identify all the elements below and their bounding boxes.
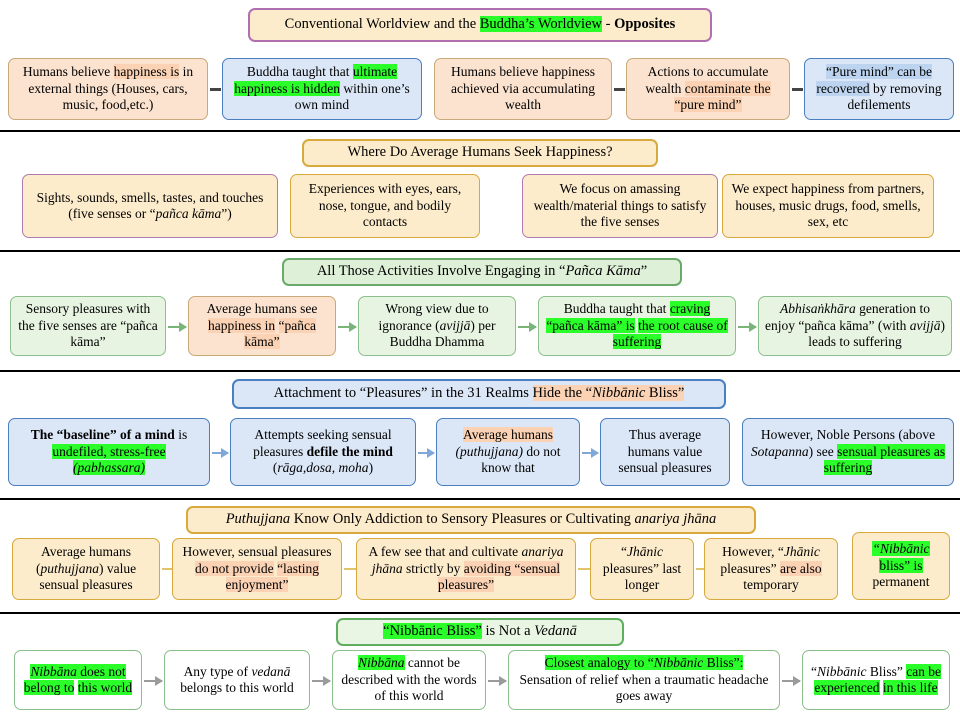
arrow-head: [179, 322, 187, 332]
s3-arrow-4: [738, 326, 756, 328]
t3: ): [368, 460, 374, 476]
t-b: Bliss”:: [703, 655, 744, 671]
s2-box-4: [722, 174, 934, 238]
t: Actions to accumulate wealth: [645, 64, 769, 96]
section-3-title-text: [317, 263, 647, 281]
s1-box-5-text: [811, 64, 947, 113]
s6-box-1-text: [21, 664, 135, 697]
s2-box-3-text: We focus on amassing wealth/material things to satisfy the five senses: [533, 181, 707, 230]
t: do not know that: [481, 443, 561, 476]
t: Average humans see: [206, 301, 318, 317]
t-hl2: happiness is hidden: [234, 80, 340, 96]
s5-box-1: [12, 538, 160, 600]
s6-box-3: [332, 650, 486, 710]
t-hl2: in this life: [882, 680, 938, 695]
t: permanent: [872, 574, 930, 590]
s6-box-4-text: [515, 655, 773, 704]
t-hl: not belong to: [23, 663, 126, 695]
s6-arrow-4: [782, 680, 800, 682]
t: “: [621, 544, 627, 560]
s5-box-6-text: [859, 541, 943, 590]
t2: ) value sensual pleasures: [39, 560, 137, 593]
t: Humans believe: [22, 64, 114, 80]
section-5-title: [186, 506, 756, 534]
t-i: (puthujjana): [455, 443, 523, 459]
s3-box-2: [188, 296, 336, 356]
arrow-head: [427, 448, 435, 458]
t-i: Nibbānic: [816, 663, 867, 679]
s6-box-2: [164, 650, 310, 710]
t-i: Jhānic: [627, 544, 663, 560]
s3-box-5: [758, 296, 952, 356]
s6-box-5-text: [809, 664, 943, 697]
t2: (: [272, 460, 278, 476]
divider-3: [0, 370, 960, 372]
s3-arrow-3: [518, 326, 536, 328]
s1-box-3-text: Humans believe happiness achieved via accumulating wealth: [451, 64, 595, 113]
t2: within one’s own mind: [294, 80, 410, 113]
t2: Bliss”: [866, 663, 907, 679]
s4-box-2: [230, 418, 416, 486]
section-6-title: [336, 618, 624, 646]
section-5-title-text: [226, 511, 717, 529]
s1-box-5: [804, 58, 954, 120]
s6-arrow-1: [144, 680, 162, 682]
t-i2: avijjā: [909, 317, 941, 333]
t2: strictly by: [402, 560, 464, 576]
s5-box-5-text: [711, 544, 831, 593]
t: Wrong view due to ignorance (: [378, 301, 489, 333]
t-hl1: undefiled, stress-free: [52, 443, 166, 459]
t-i1: Abhisaṅkhāra: [780, 301, 856, 317]
t-i: Pañca Kāma: [565, 263, 641, 280]
t2: pleasures” last longer: [602, 560, 682, 593]
s4-box-1-text: [15, 427, 203, 476]
s3-box-4-text: [545, 301, 729, 350]
section-3-title: [282, 258, 682, 286]
t-hl: are also: [780, 560, 822, 576]
t: Average humans (: [35, 544, 132, 576]
t-i: anariya jhāna: [371, 544, 564, 576]
t-c: Sensation of relief when a traumatic headache goes away: [519, 671, 769, 704]
t-hl: Average humans: [462, 427, 554, 443]
section-4-title: [232, 379, 726, 409]
t2: in external things (Houses, cars, music, food,etc.): [28, 64, 194, 113]
s4-box-4: [600, 418, 730, 486]
t-i: “Nibbānic: [872, 541, 930, 557]
s6-arrow-3: [488, 680, 506, 682]
s5-box-1-text: [19, 544, 153, 593]
t-i: puthujjana: [40, 560, 99, 576]
t-i: Vedanā: [534, 623, 577, 640]
section-1-title-text: [285, 16, 676, 34]
t: Buddha taught that: [563, 301, 670, 317]
s6-box-4: [508, 650, 780, 710]
s1-box-2: [222, 58, 422, 120]
s4-box-5: [742, 418, 954, 486]
title-pre: Conventional Worldview: [284, 16, 431, 33]
arrow-line: [578, 568, 590, 570]
t2: ”): [221, 206, 232, 221]
t-hl2: recovered: [816, 80, 870, 96]
s4-box-4-text: Thus average humans value sensual pleasures: [618, 427, 712, 476]
s5-box-4-text: [597, 544, 687, 593]
t3: temporary: [743, 577, 799, 593]
s5-box-4: [590, 538, 694, 600]
s4-box-3: [436, 418, 580, 486]
t-hl-b: Bliss”: [645, 385, 685, 402]
s1-connector-3: [792, 88, 803, 91]
title-bold: Opposites: [614, 16, 676, 33]
arrow-line: [344, 568, 356, 570]
t: generation to enjoy “pañca kāma” (with: [765, 301, 930, 333]
t-hl2: this world: [77, 680, 133, 695]
arrow-head: [221, 448, 229, 458]
title-highlight: Buddha’s Worldview: [479, 16, 602, 33]
s5-box-3-text: [363, 544, 569, 593]
t-i2: anariya jhāna: [634, 511, 717, 528]
t: does: [76, 663, 109, 679]
divider-2: [0, 250, 960, 252]
t-i: rāga,dosa, moha: [277, 460, 369, 476]
t-hl: Nibbāna: [358, 655, 405, 671]
t-hl: happiness is: [113, 64, 180, 80]
t-hl: do not provide: [194, 560, 274, 576]
t-hl: “Nibbānic Bliss”: [383, 623, 482, 640]
s3-box-1: [10, 296, 166, 356]
t-hl: [533, 385, 685, 401]
section-6-title-text: [383, 623, 577, 641]
t: is Not a: [481, 623, 535, 640]
s5-box-2-text: [179, 544, 335, 593]
t-hl1: craving “pañca kāma” is: [546, 301, 711, 333]
title-post: -: [601, 16, 615, 33]
arrow-head: [349, 322, 357, 332]
t: Attempts seeking sensual pleasures: [253, 427, 392, 459]
s2-box-4-text: We expect happiness from partners, houses, music drugs, food, smells, sex, etc: [731, 181, 925, 230]
t2: ”: [640, 263, 648, 280]
t-i: Jhānic: [783, 544, 820, 560]
t-hl: sensual pleasures as suffering: [823, 443, 946, 476]
s3-box-3-text: [365, 301, 509, 350]
t-hl-i: Nibbānic: [592, 385, 646, 402]
t-a: Closest analogy to “: [544, 655, 654, 671]
t: However, Noble Persons (above: [760, 427, 936, 443]
t-i: avijjā: [439, 317, 471, 333]
title-and: and the: [430, 16, 480, 33]
s1-box-4: [626, 58, 790, 120]
s5-box-2: [172, 538, 342, 600]
s6-arrow-2: [312, 680, 330, 682]
section-2-title: [302, 139, 658, 167]
s2-box-2: [290, 174, 480, 238]
t: Any type of: [183, 663, 252, 679]
s4-box-2-text: [237, 427, 409, 476]
t: Sights, sounds, smells, tastes, and touches (five senses or “: [36, 189, 264, 221]
t-i: Nibbānic: [653, 655, 704, 671]
t: All Those Activities Involve Engaging in “: [316, 263, 566, 280]
t2: belongs to this world: [180, 680, 294, 695]
t-i1: Puthujjana: [225, 511, 291, 528]
t-hl2: “pure mind”: [674, 97, 742, 113]
t-hl2: the root cause of suffering: [612, 317, 728, 350]
s1-box-3: [434, 58, 612, 120]
t-hl: [545, 655, 744, 670]
s3-arrow-2: [338, 326, 356, 328]
t-b: defile the mind: [306, 443, 393, 459]
s6-box-2-text: [171, 664, 303, 697]
t-i: pañca kāma: [155, 206, 222, 221]
s1-box-4-text: [633, 64, 783, 113]
t-hl: happiness in: [208, 317, 276, 333]
section-4-title-text: [274, 385, 685, 403]
t-hl-a: Hide the “: [532, 385, 593, 402]
divider-5: [0, 612, 960, 614]
s1-box-2-text: [229, 64, 415, 113]
t: “: [810, 663, 817, 679]
t-hl2: “pañca kāma”: [244, 317, 316, 350]
t2: ) leads to suffering: [808, 317, 945, 350]
s3-box-5-text: [765, 301, 945, 350]
arrow-head: [591, 448, 599, 458]
s2-box-1: [22, 174, 278, 238]
s2-box-3: [522, 174, 718, 238]
s2-box-1-text: [29, 190, 271, 223]
s5-arrow-3: [578, 568, 590, 570]
s1-box-1-text: [15, 64, 201, 113]
t: However, sensual pleasures: [182, 544, 332, 560]
s5-box-5: [704, 538, 838, 600]
t-i: Nibbāna: [30, 663, 77, 679]
t-b: The “baseline” of a mind: [30, 427, 175, 443]
t: A few see that and cultivate: [368, 544, 522, 560]
s4-box-5-text: [749, 427, 947, 476]
s4-box-3-text: [443, 427, 573, 476]
s1-connector-2: [614, 88, 625, 91]
section-1-title: [248, 8, 712, 42]
arrow-head: [499, 676, 507, 686]
t-hl: “Pure mind” can be: [825, 64, 933, 80]
s1-connector-1: [210, 88, 221, 91]
s3-box-3: [358, 296, 516, 356]
arrow-head: [323, 676, 331, 686]
s6-box-5: [802, 650, 950, 710]
s2-box-2-text: Experiences with eyes, ears, nose, tongue, and bodily contacts: [308, 181, 462, 230]
s4-box-1: [8, 418, 210, 486]
s6-box-3-text: [339, 655, 479, 704]
t2: ) per Buddha Dhamma: [389, 317, 496, 350]
t-hl: bliss” is: [879, 557, 923, 573]
t-hl: contaminate the: [684, 80, 771, 96]
s5-arrow-2: [344, 568, 356, 570]
t: However, “: [722, 544, 784, 560]
t-hl2: (pabhassara): [72, 460, 145, 476]
t: cannot be described with the words of this world: [341, 655, 477, 704]
t: Know Only Addiction to Sensory Pleasures or Cultivating: [290, 511, 635, 528]
s3-arrow-1: [168, 326, 186, 328]
arrow-head: [749, 322, 757, 332]
s3-box-4: [538, 296, 736, 356]
t: is: [174, 427, 188, 443]
arrow-head: [793, 676, 801, 686]
t-hl: can be experienced: [814, 663, 942, 695]
t: Attachment to “Pleasures” in the 31 Realms: [273, 385, 533, 402]
t-i: Sotapanna: [750, 443, 809, 459]
arrow-head: [529, 322, 537, 332]
t: Buddha taught that: [246, 64, 353, 80]
t: by removing defilements: [847, 80, 942, 113]
t-hl2: “lasting enjoyment”: [225, 560, 320, 593]
t2: pleasures”: [720, 560, 780, 576]
s5-box-6: [852, 532, 950, 600]
s5-box-3: [356, 538, 576, 600]
s6-box-1: [14, 650, 142, 710]
arrow-head: [155, 676, 163, 686]
s1-box-1: [8, 58, 208, 120]
t2: ) see: [808, 443, 838, 459]
s3-box-1-text: Sensory pleasures with the five senses are “pañca kāma”: [18, 301, 158, 350]
s4-arrow-1: [212, 452, 228, 454]
s4-arrow-3: [582, 452, 598, 454]
t-hl: avoiding “sensual pleasures”: [437, 560, 561, 593]
s4-arrow-2: [418, 452, 434, 454]
divider-1: [0, 130, 960, 132]
s3-box-2-text: [195, 301, 329, 350]
t-i: vedanā: [251, 663, 291, 679]
section-2-title-text: Where Do Average Humans Seek Happiness?: [347, 144, 613, 161]
divider-4: [0, 498, 960, 500]
t-hl1: ultimate: [352, 64, 398, 80]
